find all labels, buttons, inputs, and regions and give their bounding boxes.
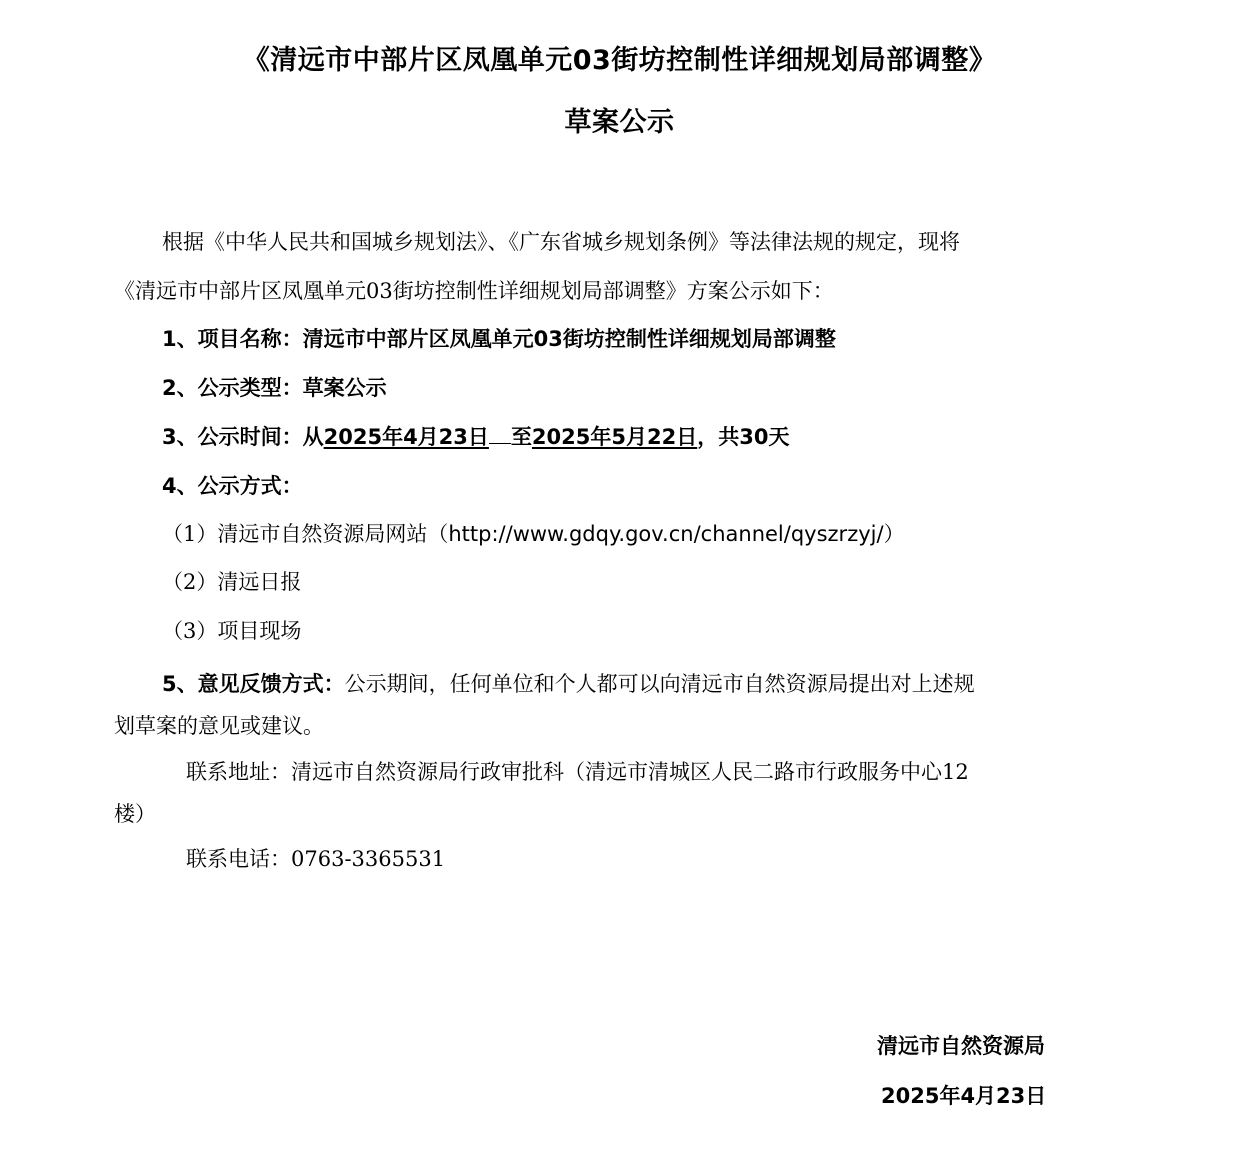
method-newspaper: （2）清远日报	[162, 570, 302, 594]
period-to: 至	[510, 425, 532, 449]
method-website	[162, 520, 905, 548]
item-project-name-value: 清远市中部片区凤凰单元03街坊控制性详细规划局部调整	[302, 327, 836, 351]
intro-paragraph-line1: 根据《中华人民共和国城乡规划法》、《广东省城乡规划条例》等法律法规的规定，现将	[162, 230, 960, 254]
item-feedback-method-text-line2: 划草案的意见或建议。	[114, 714, 324, 738]
item-announcement-method: 4、公示方式：	[162, 474, 303, 498]
item-feedback-method	[162, 670, 975, 698]
item-project-name-label: 1、项目名称：	[162, 327, 303, 351]
period-start-date: 2025年4月23日	[323, 425, 489, 449]
item-feedback-method-label: 5、意见反馈方式：	[162, 672, 345, 696]
period-duration: ，共30天	[697, 425, 790, 449]
intro-paragraph-line2: 《清远市中部片区凤凰单元03街坊控制性详细规划局部调整》方案公示如下：	[114, 279, 834, 303]
item-announcement-type-label: 2、公示类型：	[162, 376, 303, 400]
item-announcement-period	[162, 423, 789, 451]
website-url-link[interactable]: http://www.gdqy.gov.cn/channel/qyszrzyj/	[448, 522, 884, 546]
period-from: 从	[302, 425, 324, 449]
item-announcement-type	[162, 374, 387, 402]
method-onsite: （3）项目现场	[162, 619, 302, 643]
signature-organization: 清远市自然资源局	[877, 1034, 1045, 1058]
document-title: 《清远市中部片区凤凰单元03街坊控制性详细规划局部调整》	[242, 45, 997, 76]
document-subtitle: 草案公示	[564, 107, 675, 138]
contact-address: 联系地址：清远市自然资源局行政审批科（清远市清城区人民二路市行政服务中心12	[186, 760, 969, 784]
method-website-suffix: ）	[883, 522, 905, 546]
method-website-label: （1）清远市自然资源局网站（	[162, 522, 449, 546]
item-project-name	[162, 325, 836, 353]
underline-gap	[489, 423, 511, 444]
item-announcement-type-value: 草案公示	[302, 376, 387, 400]
contact-phone: 联系电话：0763-3365531	[186, 847, 446, 871]
item-feedback-method-text: 公示期间，任何单位和个人都可以向清远市自然资源局提出对上述规	[344, 672, 975, 696]
item-announcement-period-label: 3、公示时间：	[162, 425, 303, 449]
signature-date: 2025年4月23日	[881, 1084, 1047, 1108]
period-end-date: 2025年5月22日	[531, 425, 698, 449]
contact-address-line2: 楼）	[114, 802, 156, 826]
